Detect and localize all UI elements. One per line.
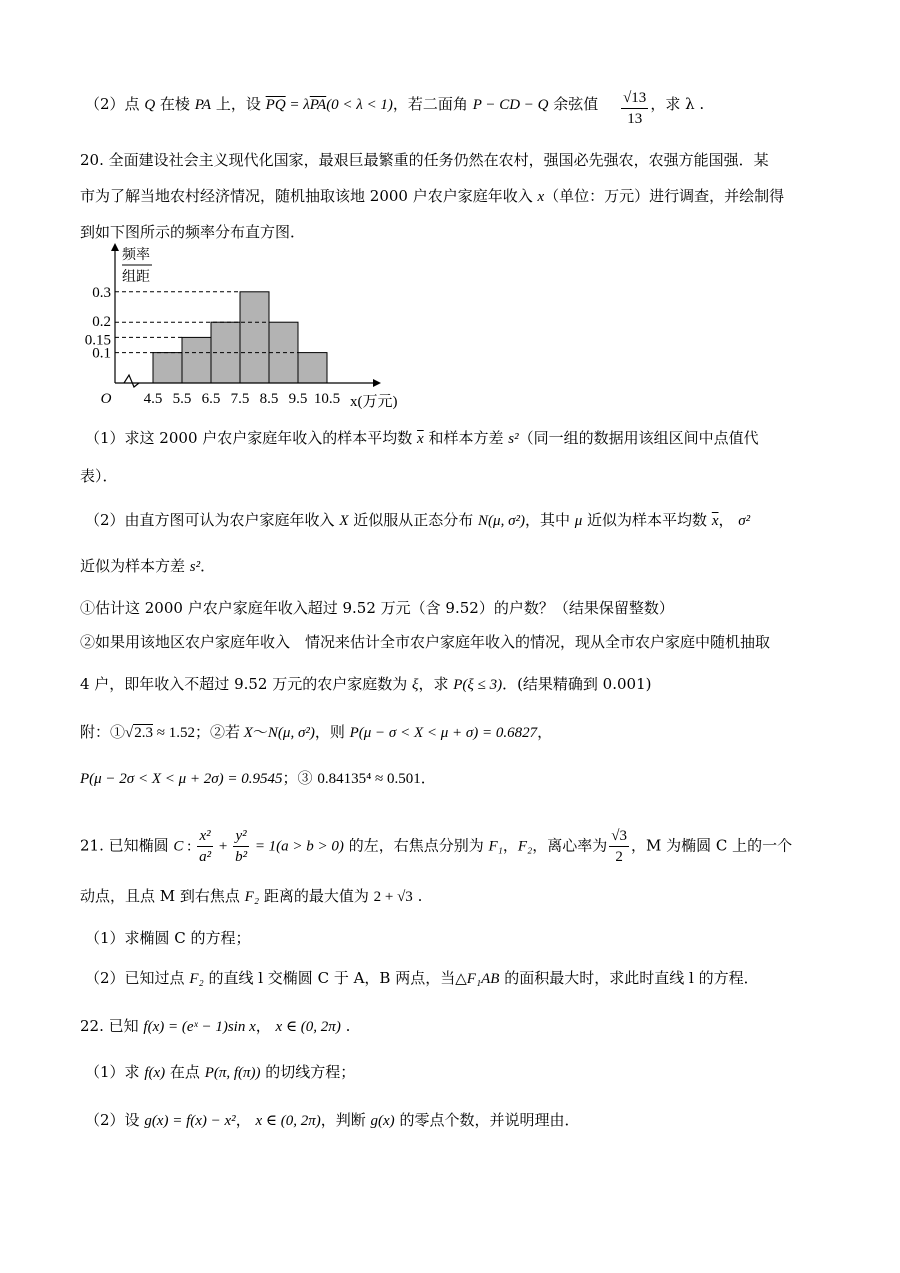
q19-part2: （2）点 Q 在棱 PA 上，设 $\overline{PQ} = \lambda\overline{PA}(0 < \lambda < 1)$，若二面角 P − CD − Q 余弦值 $\frac{√13}{13}$ ，求 λ . [85,90,705,127]
frequency-histogram [80,243,410,413]
x-tick-label: 5.5 [172,391,192,407]
histogram-bar [153,353,182,383]
q20-item1: ①估计这 2000 户农户家庭年收入超过 9.52 万元（含 9.52）的户数？（结果保留整数） [80,599,674,617]
q20-item2: ②如果用该地区农户家庭年收入 情况来估计全市农户家庭年收入的情况，现从全市农户家庭中随机抽取 [80,633,771,651]
y-axis-label-top: 频率 [122,248,150,263]
y-tick-label: 0.15 [84,332,111,349]
y-tick-label: 0.2 [92,314,111,331]
q21-part1: （1）求椭圆 C 的方程； [85,929,251,947]
x-axis-label: x(万元) [350,394,398,410]
q20-attachment-1: 附：①√2.3 ≈ 1.52；②若 X～N(μ, σ²)，则 P(μ − σ < X < μ + σ) = 0.6827， [80,723,553,741]
y-axis-label-bottom: 组距 [122,270,150,285]
q21-part2: （2）已知过点 F₂ 的直线 l 交椭圆 C 于 A，B 两点，当△F₁AB 的面积最大时，求此时直线 l 的方程． [85,969,759,987]
q20-item2-cont: 4 户，即年收入不超过 9.52 万元的农户家庭数为 ξ，求 P(ξ ≤ 3)．(结果精确到 0.001) [80,675,652,693]
x-tick-label: 6.5 [201,391,221,407]
x-tick-label: 9.5 [288,391,308,407]
y-axis-arrow [111,243,119,251]
q21-line2: 动点，且点 M 到右焦点 F₂ 距离的最大值为 2 + √3 . [80,887,423,905]
histogram-bar [298,353,327,383]
x-axis-arrow [373,379,381,387]
q20-line3: 到如下图所示的频率分布直方图． [80,223,306,241]
q22-line1: 22. 已知 f(x) = (eˣ − 1)sin x， x ∈ (0, 2π) . [80,1017,351,1035]
q21-line1: 21. 已知椭圆 C : $\frac{\text{x²}}{\text{a²}}$ + $\frac{\text{y²}}{\text{b²}}$ = 1(a > b > 0) 的左，右焦点分别为 F₁，F₂，离心率为 $\frac{√3}{2}$ ，M 为椭圆 C 上的一个 [80,828,793,865]
y-tick-label: 0.3 [92,284,111,301]
histogram-bar [240,292,269,383]
origin-label: O [100,391,112,407]
q20-part1-cont: 表）． [80,467,118,485]
cos-fraction: $\frac{√13}{13}$ [623,90,647,127]
x-tick-label: 4.5 [143,391,163,407]
x-tick-label: 7.5 [230,391,250,407]
q20-line1: 20. 全面建设社会主义现代化国家，最艰巨最繁重的任务仍然在农村，强国必先强农，农强方能国强．某 [80,151,769,169]
q22-part1: （1）求 f(x) 在点 P(π, f(π)) 的切线方程； [85,1063,356,1081]
q20-part1: （1）求这 2000 户农户家庭年收入的样本平均数 $\overline{x}$ 和样本方差 s²（同一组的数据用该组区间中点值代 [85,429,759,447]
axis-break [124,375,139,387]
histogram-bar [182,337,211,383]
x-tick-label: 10.5 [313,391,341,407]
q20-part2-cont: 近似为样本方差 s²． [80,557,216,575]
q22-part2: （2）设 g(x) = f(x) − x²， x ∈ (0, 2π)，判断 g(x) 的零点个数，并说明理由． [85,1111,580,1129]
y-tick-label: 0.1 [92,345,111,362]
q20-line2: 市为了解当地农村经济情况，随机抽取该地 2000 户农户家庭年收入 x（单位：万元）进行调查，并绘制得 [80,187,785,205]
x-tick-label: 8.5 [259,391,279,407]
q20-part2: （2）由直方图可认为农户家庭年收入 X 近似服从正态分布 N(μ, σ²)，其中 μ 近似为样本平均数 $\overline{x}$， σ² [85,511,751,529]
q20-attachment-2: P(μ − 2σ < X < μ + 2σ) = 0.9545；③ 0.84135⁴ ≈ 0.501． [80,769,436,787]
